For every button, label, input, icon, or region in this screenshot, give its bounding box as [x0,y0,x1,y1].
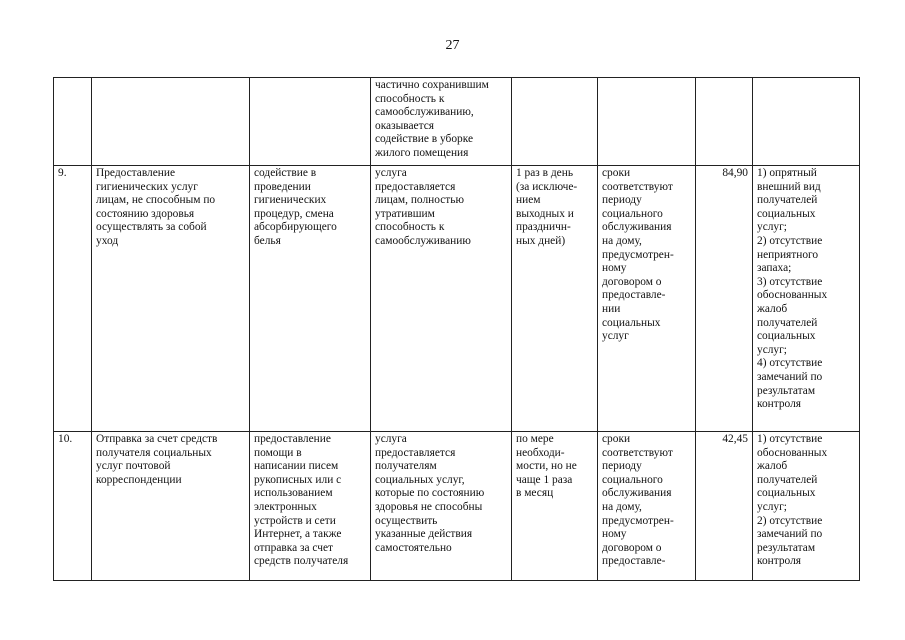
service-term: сроки соответствуют периоду социального обслуживания на дому, предусмотрен- ному договором о предоставле- [598,432,696,581]
quality-criteria [753,78,860,166]
service-description: услуга предоставляется получателям социальных услуг, которые по состоянию здоровья не способны осуществить указанные действия самостоятельно [371,432,512,581]
service-name [92,78,250,166]
row-number [54,78,92,166]
service-name: Отправка за счет средств получателя социальных услуг почтовой корреспонденции [92,432,250,581]
service-content: предоставление помощи в написании писем рукописных или с использованием электронных устройств и сети Интернет, а также отправка за счет средств получателя [250,432,371,581]
service-term [598,78,696,166]
row-number: 9. [54,166,92,432]
row-number: 10. [54,432,92,581]
service-content: содействие в проведении гигиенических процедур, смена абсорбирующего белья [250,166,371,432]
quality-criteria: 1) отсутствие обоснованных жалоб получателей социальных услуг; 2) отсутствие замечаний по результатам контроля [753,432,860,581]
quality-criteria: 1) опрятный внешний вид получателей социальных услуг; 2) отсутствие неприятного запаха; 3) отсутствие обоснованных жалоб получателей социальных услуг; 4) отсутствие замечаний по результатам контроля [753,166,860,432]
service-price [696,78,753,166]
service-description: частично сохранившим способность к самообслуживанию, оказывается содействие в уборке жилого помещения [371,78,512,166]
services-table [53,77,860,581]
service-frequency: по мере необходи- мости, но не чаще 1 раза в месяц [512,432,598,581]
service-term: сроки соответствуют периоду социального обслуживания на дому, предусмотрен- ному договором о предоставле- нии социальных услуг [598,166,696,432]
table-row [54,432,860,581]
page-number: 27 [445,38,460,53]
service-price: 84,90 [696,166,753,432]
table-row [54,78,860,166]
service-price: 42,45 [696,432,753,581]
service-frequency: 1 раз в день (за исключе- нием выходных и праздничн- ных дней) [512,166,598,432]
table-row [54,166,860,432]
service-content [250,78,371,166]
service-name: Предоставление гигиенических услуг лицам, не способным по состоянию здоровья осуществлять за собой уход [92,166,250,432]
service-description: услуга предоставляется лицам, полностью утратившим способность к самообслуживанию [371,166,512,432]
service-frequency [512,78,598,166]
